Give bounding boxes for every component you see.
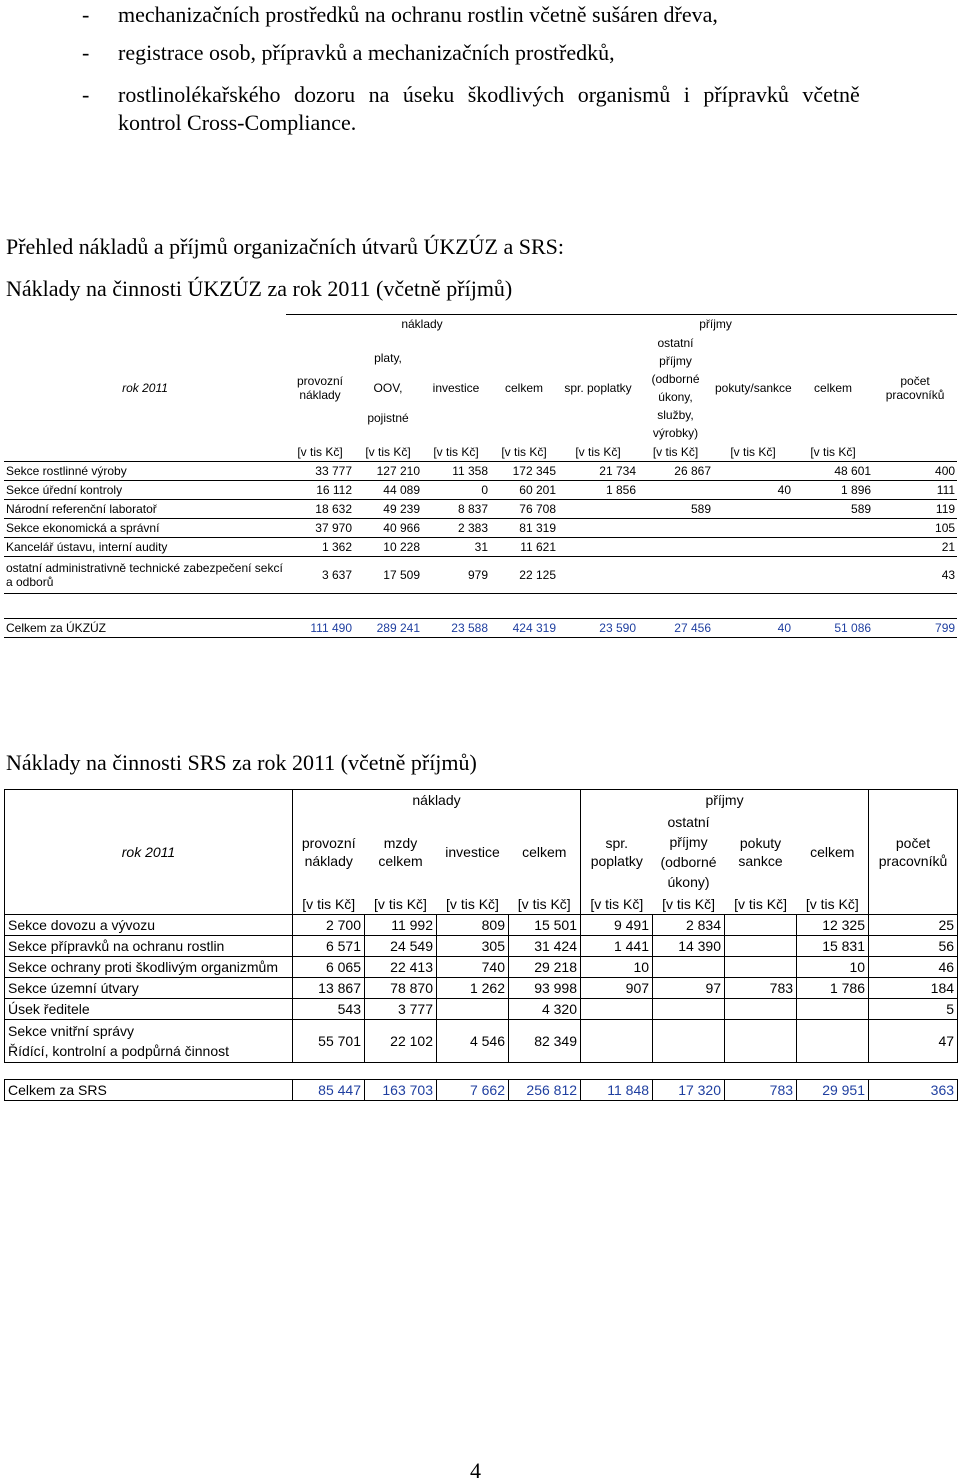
col-header-rok: rok 2011 <box>5 810 293 894</box>
group-prijmy: příjmy <box>581 790 869 811</box>
group-naklady: náklady <box>293 790 581 811</box>
unit-label: [v tis Kč] <box>638 443 713 462</box>
unit-label: [v tis Kč] <box>365 894 437 915</box>
col-header-provozni: provozní náklady <box>296 374 344 402</box>
unit-label: [v tis Kč] <box>422 443 490 462</box>
unit-label: [v tis Kč] <box>653 894 725 915</box>
section-heading: Přehled nákladů a příjmů organizačních útvarů ÚKZÚZ a SRS: <box>6 234 565 259</box>
table-row: Národní referenční laboratoř 18 632 49 239 8 837 76 708 589 589 119 <box>4 500 957 519</box>
table-row: Sekce úřední kontroly 16 112 44 089 0 60 201 1 856 40 1 896 111 <box>4 481 957 500</box>
table1-title: Náklady na činnosti ÚKZÚZ za rok 2011 (včetně příjmů) <box>6 276 513 301</box>
col-header-spr: spr. poplatky <box>564 381 632 395</box>
unit-label: [v tis Kč] <box>725 894 797 915</box>
table-row: Sekce dovozu a vývozu 2 700 11 992 809 15 501 9 491 2 834 12 325 25 <box>5 915 958 936</box>
unit-label: [v tis Kč] <box>793 443 873 462</box>
unit-label: [v tis Kč] <box>581 894 653 915</box>
col-header-rok: rok 2011 <box>122 381 168 395</box>
col-header-celkem: celkem <box>509 810 581 894</box>
table-row: Sekce přípravků na ochranu rostlin 6 571 24 549 305 31 424 1 441 14 390 15 831 56 <box>5 936 958 957</box>
col-header-provozni: provozní náklady <box>293 810 365 894</box>
table-row: Sekce ekonomická a správní 37 970 40 966 2 383 81 319 105 <box>4 519 957 538</box>
col-header-pocet: počet pracovníků <box>885 374 945 402</box>
col-header-celkem: celkem <box>504 381 543 395</box>
group-naklady: náklady <box>286 315 558 334</box>
table-row: Sekce územní útvary 13 867 78 870 1 262 93 998 907 97 783 1 786 184 <box>5 978 958 999</box>
col-header-pocet: počet pracovníků <box>869 810 958 894</box>
unit-label: [v tis Kč] <box>286 443 354 462</box>
table-row: Úsek ředitele 543 3 777 4 320 5 <box>5 999 958 1020</box>
col-header-pokuty: pokuty sankce <box>738 835 783 869</box>
table-row: ostatní administrativně technické zabezpečení sekcí a odborů 3 637 17 509 979 22 125 43 <box>4 557 957 594</box>
col-header-ostatni: ostatní příjmy (odborné úkony, služby, výrobky) <box>651 336 700 440</box>
col-header-platy: platy, OOV, pojistné <box>367 351 409 425</box>
col-header-pokuty: pokuty/sankce <box>715 381 792 395</box>
unit-label: [v tis Kč] <box>509 894 581 915</box>
unit-label: [v tis Kč] <box>797 894 869 915</box>
col-header-spr: spr. poplatky <box>581 810 653 894</box>
table-row: Sekce vnitřní správy Řídící, kontrolní a podpůrná činnost 55 701 22 102 4 546 82 349 47 <box>5 1020 958 1063</box>
page-number: 4 <box>470 1458 481 1483</box>
unit-label: [v tis Kč] <box>354 443 422 462</box>
srs-cost-table <box>4 789 958 1101</box>
ukzuz-cost-table <box>4 314 957 638</box>
table-row: Kancelář ústavu, interní audity 1 362 10 228 31 11 621 21 <box>4 538 957 557</box>
total-row: Celkem za SRS 85 447 163 703 7 662 256 812 11 848 17 320 783 29 951 363 <box>5 1080 958 1101</box>
table-row: Sekce rostlinné výroby 33 777 127 210 11 358 172 345 21 734 26 867 48 601 400 <box>4 462 957 481</box>
unit-label: [v tis Kč] <box>437 894 509 915</box>
col-header-investice: investice <box>432 381 480 395</box>
table2-title: Náklady na činnosti SRS za rok 2011 (včetně příjmů) <box>6 750 477 775</box>
col-header-mzdy: mzdy celkem <box>378 835 423 869</box>
col-header-ostatni: ostatní příjmy (odborné úkony) <box>660 814 717 890</box>
group-prijmy: příjmy <box>558 315 873 334</box>
table-row: Sekce ochrany proti škodlivým organizmům 6 065 22 413 740 29 218 10 10 46 <box>5 957 958 978</box>
col-header-investice: investice <box>445 844 500 860</box>
unit-label: [v tis Kč] <box>293 894 365 915</box>
unit-label: [v tis Kč] <box>558 443 638 462</box>
unit-label: [v tis Kč] <box>713 443 793 462</box>
col-header-celkem2: celkem <box>797 810 869 894</box>
total-row: Celkem za ÚKZÚZ 111 490 289 241 23 588 424 319 23 590 27 456 40 51 086 799 <box>4 619 957 638</box>
col-header-celkem2: celkem <box>814 381 853 395</box>
unit-label: [v tis Kč] <box>490 443 558 462</box>
